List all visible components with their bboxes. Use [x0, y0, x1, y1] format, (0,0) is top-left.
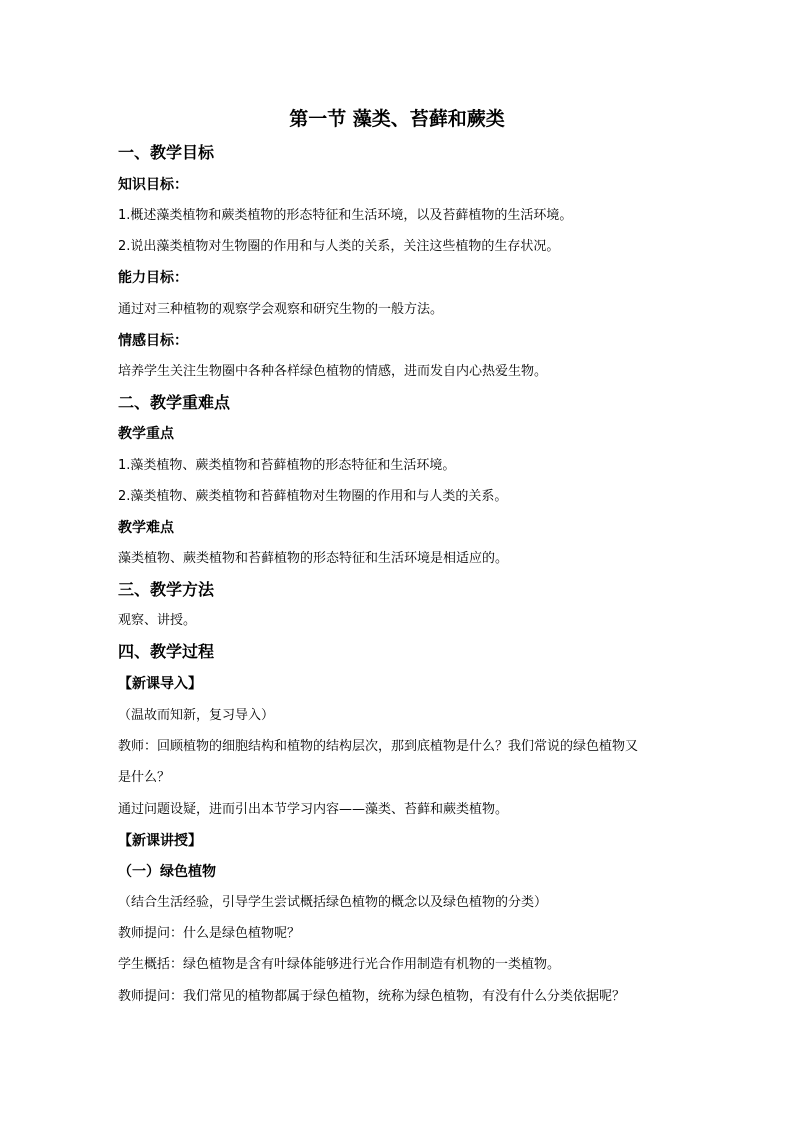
paragraph-line: 1.概述藻类植物和蕨类植物的形态特征和生活环境，以及苔藓植物的生活环境。	[118, 208, 573, 223]
subsection-heading: 教学难点	[118, 520, 174, 536]
page-title: 第一节 藻类、苔藓和蕨类	[289, 108, 505, 130]
paragraph-line: （结合生活经验，引导学生尝试概括绿色植物的概念以及绿色植物的分类）	[118, 895, 548, 910]
subsection-heading: 情感目标：	[118, 333, 188, 349]
paragraph-line: 2.藻类植物、蕨类植物和苔藓植物对生物圈的作用和与人类的关系。	[118, 489, 508, 504]
paragraph-line: 教师提问：什么是绿色植物呢？	[118, 926, 301, 941]
subsection-heading: （一）绿色植物	[118, 864, 216, 880]
paragraph-line: 通过对三种植物的观察学会观察和研究生物的一般方法。	[118, 302, 444, 317]
section-heading: 一、教学目标	[118, 143, 215, 162]
paragraph-line: 藻类植物、蕨类植物和苔藓植物的形态特征和生活环境是相适应的。	[118, 551, 509, 566]
paragraph-line: 观察、讲授。	[118, 613, 197, 628]
paragraph-line: 1.藻类植物、蕨类植物和苔藓植物的形态特征和生活环境。	[118, 458, 456, 473]
section-heading: 三、教学方法	[118, 580, 215, 599]
section-heading: 二、教学重难点	[118, 393, 231, 412]
subsection-heading: 能力目标：	[118, 270, 188, 286]
paragraph-line: 教师：回顾植物的细胞结构和植物的结构层次，那到底植物是什么？我们常说的绿色植物又	[118, 739, 639, 754]
subsection-heading: 教学重点	[118, 426, 174, 442]
subsection-heading: 知识目标：	[118, 177, 188, 193]
section-heading: 四、教学过程	[118, 642, 215, 661]
paragraph-line: 培养学生关注生物圈中各种各样绿色植物的情感，进而发自内心热爱生物。	[118, 364, 548, 379]
subsection-heading: 【新课讲授】	[118, 833, 202, 849]
paragraph-line: 2.说出藻类植物对生物圈的作用和与人类的关系，关注这些植物的生存状况。	[118, 239, 560, 254]
subsection-heading: 【新课导入】	[118, 676, 202, 692]
paragraph-line: 教师提问：我们常见的植物都属于绿色植物，统称为绿色植物，有没有什么分类依据呢？	[118, 989, 626, 1004]
paragraph-line: 是什么？	[118, 770, 171, 785]
paragraph-line: 学生概括：绿色植物是含有叶绿体能够进行光合作用制造有机物的一类植物。	[118, 957, 561, 972]
paragraph-line: 通过问题设疑，进而引出本节学习内容——藻类、苔藓和蕨类植物。	[118, 802, 509, 817]
paragraph-line: （温故而知新，复习导入）	[118, 708, 275, 723]
